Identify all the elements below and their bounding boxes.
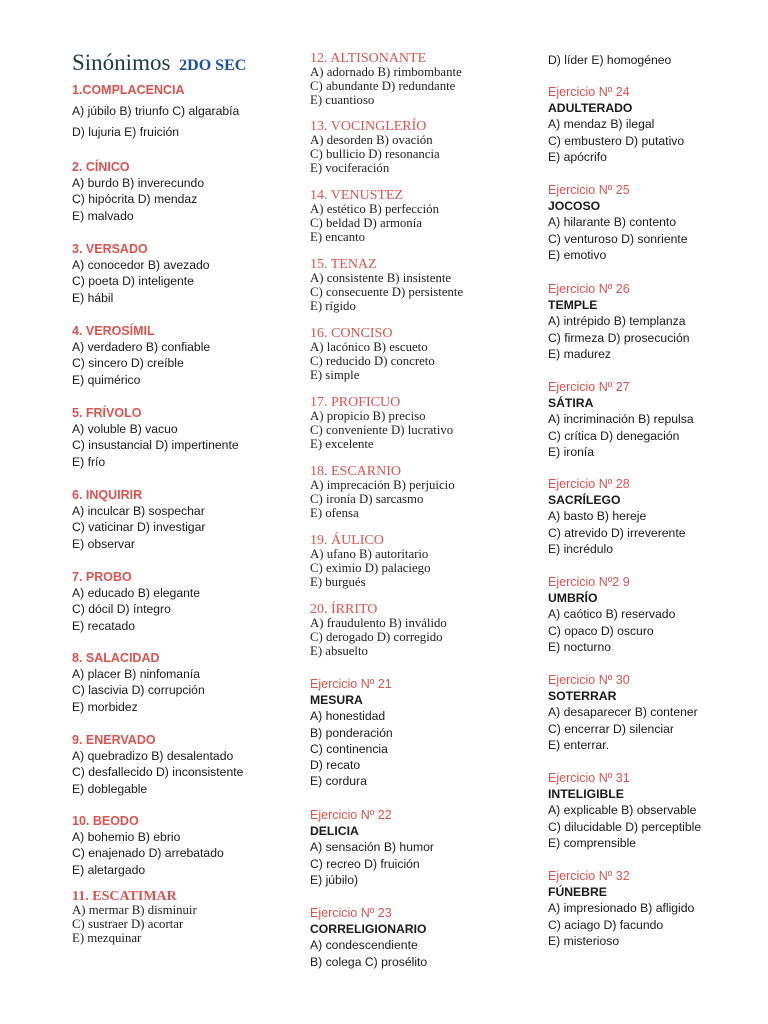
exercise-28 [548, 476, 763, 557]
exercise-23 [310, 905, 535, 970]
option-line: C) aciago D) facundo [548, 917, 664, 932]
option-line: C) crítica D) denegación [548, 428, 680, 443]
option-line: A) hilarante B) contento [548, 215, 677, 230]
exercise-32 [548, 868, 763, 949]
option-line: A) fraudulento B) inválido [310, 616, 447, 630]
option-line: E) excelente [310, 436, 374, 451]
exercise-word: INTELIGIBLE [548, 787, 624, 801]
exercise-16 [310, 326, 535, 382]
exercise-20 [310, 602, 535, 658]
option-line: A) sensación B) humor [310, 840, 434, 855]
title-main: Sinónimos [72, 50, 171, 75]
option-line: E) comprensible [548, 835, 637, 850]
exercise-heading: Ejercicio Nº 28 [548, 477, 630, 491]
option-line: A) desorden B) ovación [310, 133, 433, 147]
option-line: C) eximio D) palaciego [310, 560, 431, 575]
option-line: A) adornado B) rimbombante [310, 65, 462, 79]
exercise-heading: Ejercicio Nº 31 [548, 771, 630, 785]
title-grade: 2DO SEC [179, 57, 247, 74]
option-line: A) júbilo B) triunfo C) algarabía [72, 104, 240, 118]
option-line: A) intrépido B) templanza [548, 314, 686, 329]
option-line: A) bohemio B) ebrio [72, 830, 181, 844]
exercise-word: SÁTIRA [548, 396, 594, 410]
option-line: E) quimérico [72, 372, 141, 387]
option-line: E) recatado [72, 618, 136, 633]
exercise-17 [310, 395, 535, 451]
option-line: C) dócil D) íntegro [72, 602, 171, 617]
option-line: E) mezquinar [72, 930, 142, 945]
option-line: A) placer B) ninfomanía [72, 667, 201, 681]
option-line: C) conveniente D) lucrativo [310, 422, 454, 437]
option-line: A) basto B) hereje [548, 509, 647, 524]
exercise-heading: Ejercicio Nº 22 [310, 808, 392, 822]
exercise-heading: 19. ÁULICO [310, 533, 384, 548]
exercise-heading: 18. ESCARNIO [310, 464, 402, 479]
exercise-heading: 16. CONCISO [310, 326, 393, 341]
option-line: A) voluble B) vacuo [72, 422, 178, 436]
exercise-word: JOCOSO [548, 199, 601, 213]
option-line: A) explicable B) observable [548, 803, 697, 818]
option-line: C) consecuente D) persistente [310, 284, 464, 299]
option-line: A) desaparecer B) contener [548, 705, 698, 720]
option-line: E) morbidez [72, 699, 138, 714]
option-line: C) beldad D) armonía [310, 215, 422, 230]
exercise-heading: Ejercicio Nº 30 [548, 673, 630, 687]
exercise-6 [72, 487, 297, 552]
option-line: E) apócrifo [548, 149, 607, 164]
option-line: E) malvado [72, 208, 134, 223]
option-line: E) hábil [72, 290, 114, 305]
option-line: B) ponderación [310, 725, 393, 740]
option-line: C) encerrar D) silenciar [548, 721, 674, 736]
option-line: E) enterrar. [548, 737, 609, 752]
option-line: E) burgués [310, 574, 366, 589]
exercise-word: ADULTERADO [548, 101, 633, 115]
option-line: C) embustero D) putativo [548, 133, 685, 148]
option-line: C) desfallecido D) inconsistente [72, 765, 244, 780]
exercise-2 [72, 159, 297, 224]
option-line: E) observar [72, 536, 135, 551]
exercise-18 [310, 464, 535, 520]
exercise-heading: Ejercicio Nº 24 [548, 85, 630, 99]
option-line: C) bullicio D) resonancia [310, 146, 440, 161]
exercise-24 [548, 84, 763, 165]
exercise-word: FÚNEBRE [548, 885, 607, 899]
option-line: E) cordura [310, 774, 367, 789]
exercise-word: UMBRÍO [548, 591, 598, 605]
option-line: C) reducido D) concreto [310, 353, 435, 368]
option-line: A) ufano B) autoritario [310, 547, 429, 561]
option-line: C) atrevido D) irreverente [548, 525, 686, 540]
option-line: E) doblegable [72, 781, 148, 796]
option-line: E) absuelto [310, 643, 368, 658]
exercise-23-continued [548, 52, 763, 68]
exercise-heading: Ejercicio Nº 25 [548, 183, 630, 197]
option-line: B) colega C) prosélito [310, 954, 428, 969]
option-line: C) recreo D) fruición [310, 856, 420, 871]
option-line: E) nocturno [548, 639, 612, 654]
exercise-21 [310, 676, 535, 790]
exercise-heading: 3. VERSADO [72, 242, 148, 256]
exercise-9 [72, 732, 297, 797]
option-line: C) vaticinar D) investigar [72, 520, 206, 535]
exercise-30 [548, 672, 763, 753]
exercise-heading: Ejercicio Nº 27 [548, 380, 630, 394]
exercise-heading: 10. BEODO [72, 814, 139, 828]
option-line: E) rígido [310, 298, 356, 313]
option-line: A) impresionado B) afligido [548, 901, 695, 916]
exercise-31 [548, 770, 763, 851]
option-line: A) inculcar B) sospechar [72, 504, 205, 518]
exercise-26 [548, 281, 763, 362]
exercise-heading: 6. INQUIRIR [72, 488, 143, 502]
option-line: A) propicio B) preciso [310, 409, 426, 423]
option-line: D) recato [310, 758, 361, 773]
option-line: C) hipócrita D) mendaz [72, 192, 198, 207]
option-line: E) emotivo [548, 247, 607, 262]
exercise-word: TEMPLE [548, 298, 598, 312]
option-line: E) aletargado [72, 862, 146, 877]
option-line: D) líder E) homogéneo [548, 53, 672, 67]
option-line: E) júbilo) [310, 872, 359, 887]
option-line: A) condescendiente [310, 938, 418, 953]
option-line: A) burdo B) inverecundo [72, 176, 205, 190]
exercise-heading: 1.COMPLACENCIA [72, 83, 185, 97]
option-line: A) conocedor B) avezado [72, 258, 210, 272]
exercise-10 [72, 813, 297, 878]
option-line: C) ironía D) sarcasmo [310, 491, 424, 506]
option-line: E) simple [310, 367, 360, 382]
option-line: C) insustancial D) impertinente [72, 438, 239, 453]
exercise-27 [548, 379, 763, 460]
option-line: E) misterioso [548, 933, 620, 948]
option-line: A) verdadero B) confiable [72, 340, 211, 354]
exercise-word: CORRELIGIONARIO [310, 922, 427, 936]
option-line: C) derogado D) corregido [310, 629, 443, 644]
exercise-13 [310, 119, 535, 175]
option-line: A) consistente B) insistente [310, 271, 452, 285]
page-title [72, 50, 246, 76]
exercise-heading: 7. PROBO [72, 570, 132, 584]
exercise-heading: 8. SALACIDAD [72, 651, 160, 665]
exercise-heading: Ejercicio Nº 26 [548, 282, 630, 296]
exercise-25 [548, 182, 763, 263]
option-line: A) mermar B) disminuir [72, 903, 197, 917]
exercise-heading: 13. VOCINGLERÍO [310, 119, 427, 134]
exercise-word: MESURA [310, 693, 363, 707]
option-line: C) enajenado D) arrebatado [72, 846, 224, 861]
option-line: E) incrédulo [548, 541, 614, 556]
exercise-heading: 11. ESCATIMAR [72, 889, 177, 904]
exercise-11 [72, 889, 297, 945]
option-line: A) lacónico B) escueto [310, 340, 428, 354]
option-line: A) honestidad [310, 709, 386, 724]
option-line: E) encanto [310, 229, 366, 244]
exercise-15 [310, 257, 535, 313]
exercise-heading: 17. PROFICUO [310, 395, 401, 410]
option-line: E) vociferación [310, 160, 390, 175]
exercise-heading: Ejercicio Nº2 9 [548, 575, 630, 589]
option-line: E) ironía [548, 444, 595, 459]
exercise-heading: 9. ENERVADO [72, 733, 156, 747]
exercise-7 [72, 569, 297, 634]
exercise-1 [72, 82, 297, 141]
option-line: A) caótico B) reservado [548, 607, 676, 622]
exercise-word: SOTERRAR [548, 689, 617, 703]
option-line: C) dilucidable D) perceptible [548, 819, 702, 834]
exercise-4 [72, 323, 297, 388]
exercise-8 [72, 650, 297, 715]
option-line: C) sustraer D) acortar [72, 916, 184, 931]
exercise-heading: 4. VEROSÍMIL [72, 324, 155, 338]
option-line: C) abundante D) redundante [310, 78, 456, 93]
option-line: C) firmeza D) prosecución [548, 330, 690, 345]
exercise-14 [310, 188, 535, 244]
exercise-word: SACRÍLEGO [548, 493, 621, 507]
exercise-word: DELICIA [310, 824, 359, 838]
option-line: D) lujuria E) fruición [72, 125, 180, 140]
exercise-29 [548, 574, 763, 655]
exercise-heading: 5. FRÍVOLO [72, 406, 142, 420]
option-line: C) continencia [310, 741, 388, 756]
option-line: A) mendaz B) ilegal [548, 117, 655, 132]
option-line: A) incriminación B) repulsa [548, 412, 694, 427]
exercise-heading: 2. CÍNICO [72, 160, 130, 174]
option-line: C) sincero D) creíble [72, 356, 184, 371]
exercise-heading: 20. ÍRRITO [310, 602, 378, 617]
option-line: C) lascivia D) corrupción [72, 683, 205, 698]
option-line: A) estético B) perfección [310, 202, 439, 216]
exercise-heading: 12. ALTISONANTE [310, 51, 427, 66]
exercise-5 [72, 405, 297, 470]
exercise-heading: Ejercicio Nº 21 [310, 677, 392, 691]
exercise-heading: Ejercicio Nº 32 [548, 869, 630, 883]
exercise-22 [310, 807, 535, 888]
exercise-heading: 14. VENUSTEZ [310, 188, 404, 203]
exercise-19 [310, 533, 535, 589]
exercise-heading: Ejercicio Nº 23 [310, 906, 392, 920]
option-line: E) cuantioso [310, 92, 375, 107]
option-line: C) poeta D) inteligente [72, 274, 194, 289]
exercise-heading: 15. TENAZ [310, 257, 377, 272]
option-line: C) venturoso D) sonriente [548, 231, 688, 246]
option-line: C) opaco D) oscuro [548, 623, 654, 638]
exercise-12 [310, 51, 535, 107]
option-line: E) ofensa [310, 505, 359, 520]
option-line: A) quebradizo B) desalentado [72, 749, 234, 763]
option-line: A) imprecación B) perjuicio [310, 478, 455, 492]
exercise-3 [72, 241, 297, 306]
option-line: E) madurez [548, 346, 611, 361]
option-line: A) educado B) elegante [72, 586, 201, 600]
option-line: E) frío [72, 454, 106, 469]
